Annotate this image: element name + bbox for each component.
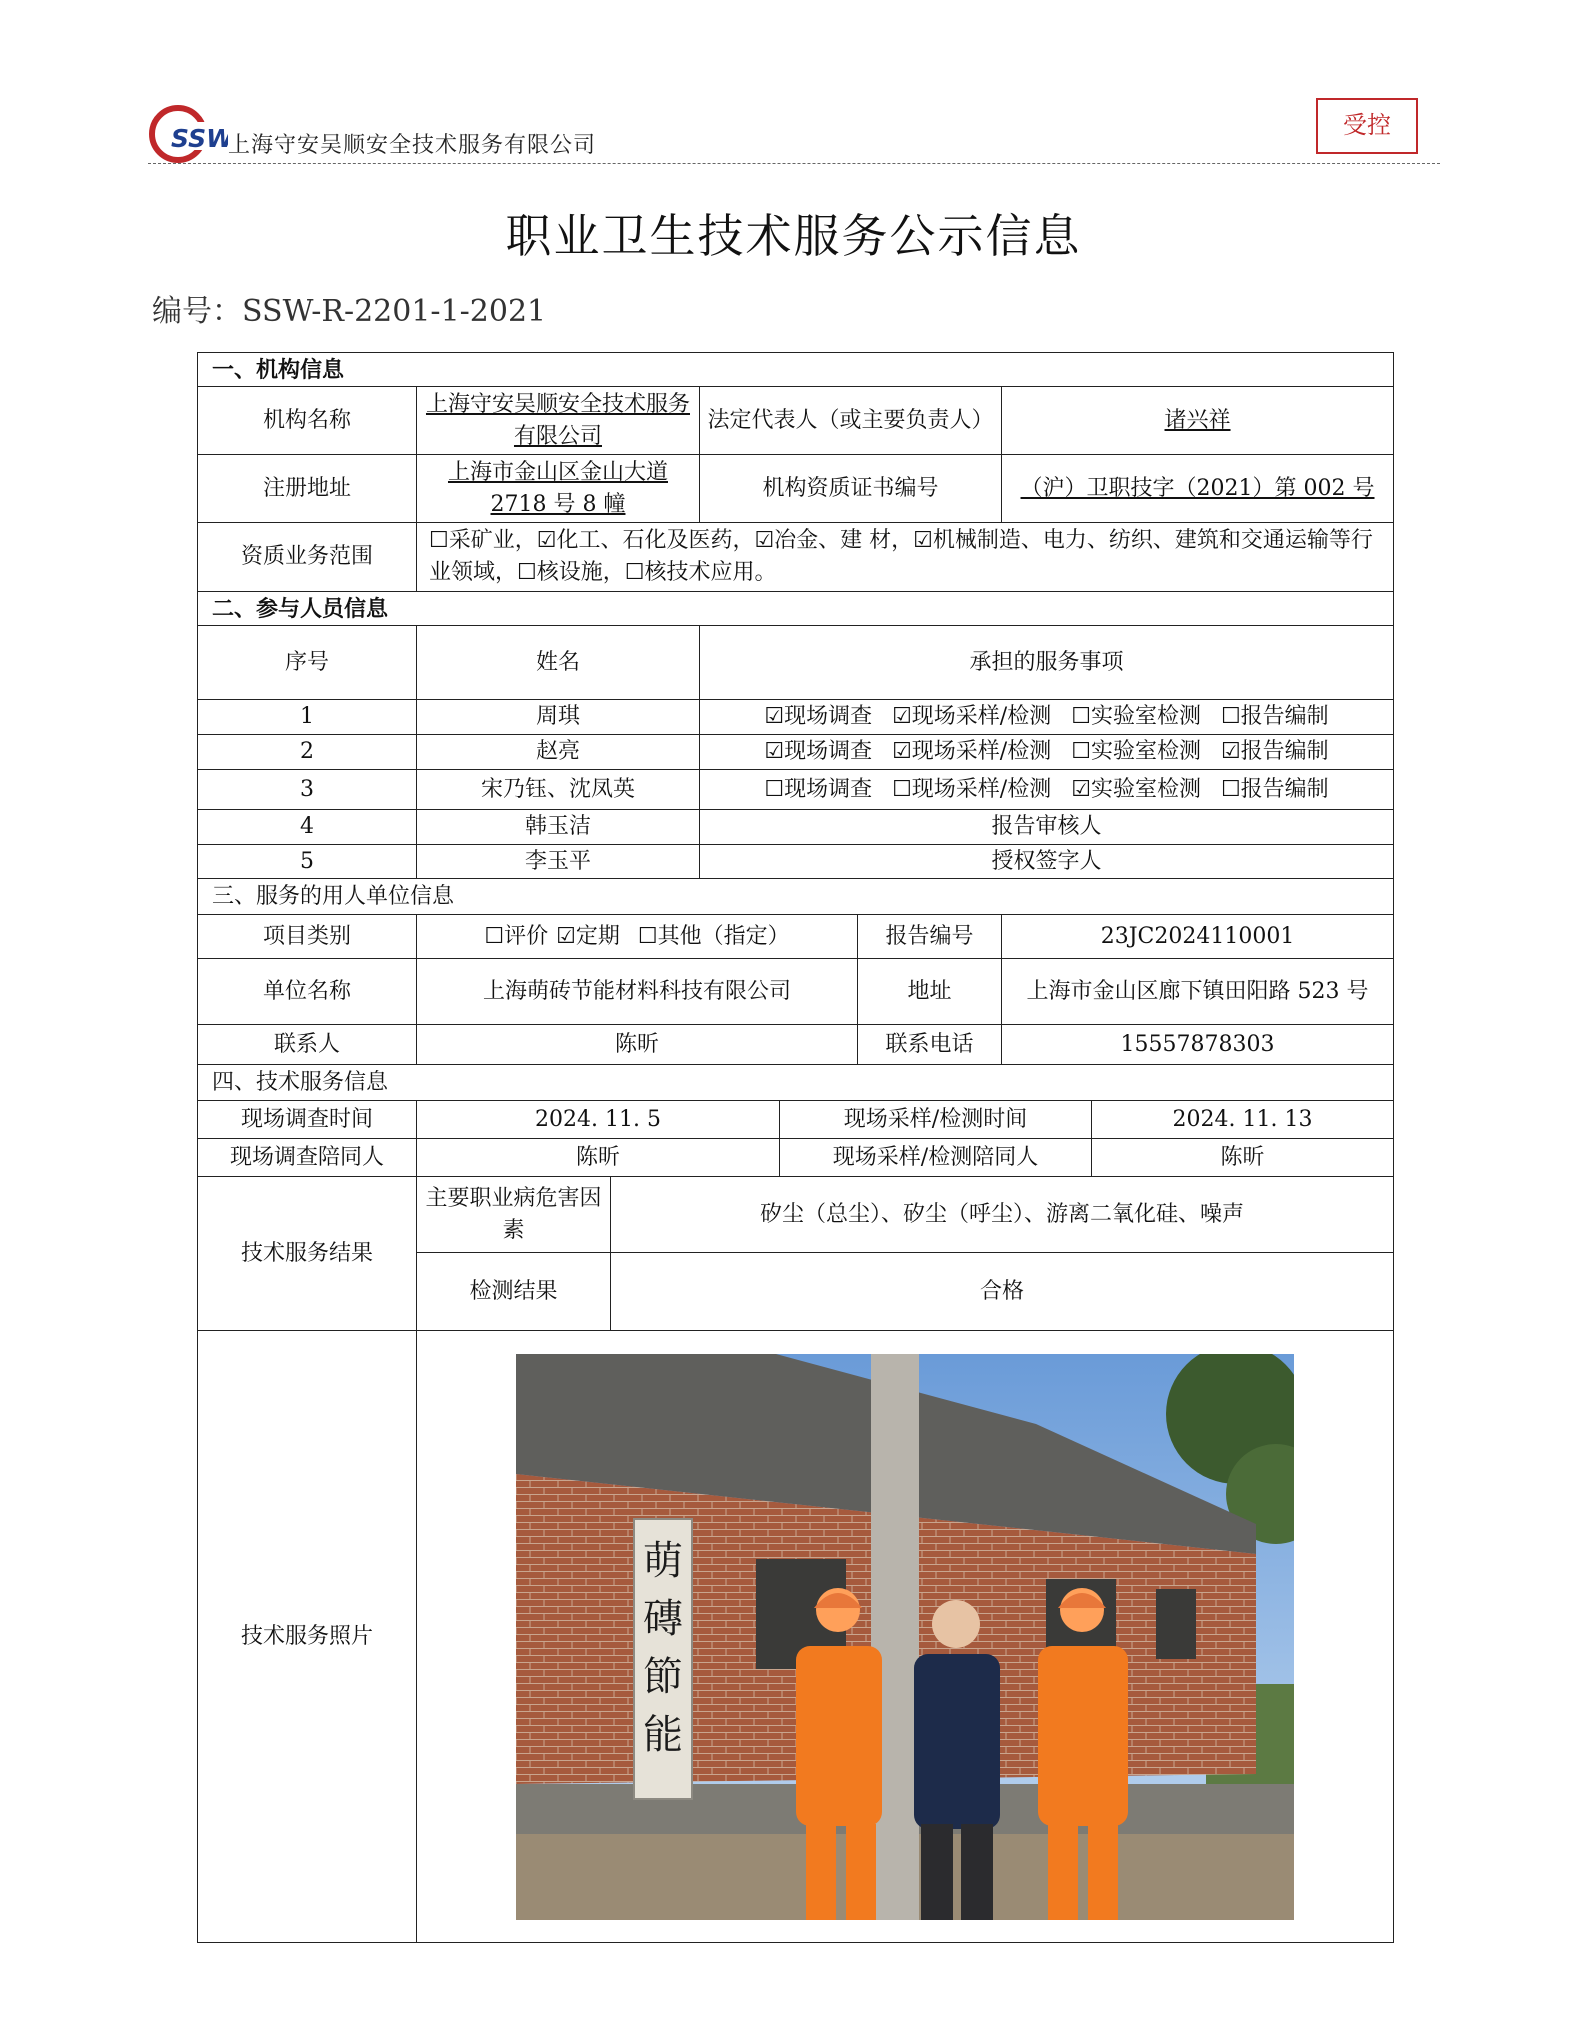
project-type-options (417, 915, 858, 959)
org-name-value: 上海守安吴顺安全技术服务有限公司 (417, 387, 700, 455)
controlled-stamp: 受控 (1316, 98, 1418, 154)
report-no-value: 23JC2024110001 (1002, 915, 1394, 959)
col-header-tasks: 承担的服务事项 (700, 626, 1394, 700)
task-sampling: ☑现场采样/检测 (892, 704, 1052, 729)
legal-rep-value: 诸兴祥 (1002, 387, 1394, 455)
sample-time-label: 现场采样/检测时间 (780, 1101, 1092, 1139)
type-option-other: ☐其他（指定） (637, 923, 790, 949)
hazard-value: 矽尘（总尘）、矽尘（呼尘）、游离二氧化硅、噪声 (611, 1177, 1394, 1253)
section-client-heading: 三、服务的用人单位信息 (198, 879, 1394, 915)
staff-no: 1 (198, 700, 417, 735)
unit-name-value: 上海萌砖节能材料科技有限公司 (417, 959, 858, 1025)
section-service-heading: 四、技术服务信息 (198, 1065, 1394, 1101)
task-report: ☐报告编制 (1220, 776, 1329, 802)
phone-label: 联系电话 (858, 1025, 1002, 1065)
company-name: 上海守安吴顺安全技术服务有限公司 (228, 133, 597, 158)
staff-name: 周琪 (417, 700, 700, 735)
staff-row (198, 845, 1394, 879)
header-divider (148, 163, 1440, 164)
staff-name: 宋乃钰、沈凤英 (417, 770, 700, 810)
task-lab: ☑实验室检测 (1071, 776, 1201, 802)
test-result-label: 检测结果 (417, 1253, 611, 1331)
sample-accompany-label: 现场采样/检测陪同人 (780, 1139, 1092, 1177)
service-photo (516, 1354, 1294, 1920)
task-survey: ☐现场调查 (764, 776, 873, 802)
task-survey: ☑现场调查 (764, 704, 873, 729)
survey-time-value: 2024. 11. 5 (417, 1101, 780, 1139)
hazard-label: 主要职业病危害因素 (417, 1177, 611, 1253)
contact-label: 联系人 (198, 1025, 417, 1065)
section-staff-heading: 二、参与人员信息 (198, 592, 1394, 626)
type-option-eval: ☐评价 (484, 923, 549, 949)
staff-role: 授权签字人 (700, 845, 1394, 879)
reg-addr-label: 注册地址 (198, 455, 417, 523)
staff-no: 5 (198, 845, 417, 879)
section-org-heading: 一、机构信息 (198, 353, 1394, 387)
address-label: 地址 (858, 959, 1002, 1025)
staff-row (198, 770, 1394, 810)
sign-char: 萌 (643, 1537, 684, 1584)
cert-value: （沪）卫职技字（2021）第 002 号 (1002, 455, 1394, 523)
col-header-no: 序号 (198, 626, 417, 700)
staff-tasks (700, 735, 1394, 770)
project-type-label: 项目类别 (198, 915, 417, 959)
task-report: ☐报告编制 (1220, 704, 1329, 729)
task-sampling: ☐现场采样/检测 (892, 776, 1052, 802)
task-survey: ☑现场调查 (764, 739, 873, 764)
staff-row (198, 735, 1394, 770)
page-header (148, 100, 1440, 166)
staff-name: 李玉平 (417, 845, 700, 879)
cert-label: 机构资质证书编号 (700, 455, 1002, 523)
address-value: 上海市金山区廊下镇田阳路 523 号 (1002, 959, 1394, 1025)
unit-name-label: 单位名称 (198, 959, 417, 1025)
staff-name: 韩玉洁 (417, 810, 700, 845)
survey-time-label: 现场调查时间 (198, 1101, 417, 1139)
task-lab: ☐实验室检测 (1071, 704, 1201, 729)
survey-accompany-value: 陈昕 (417, 1139, 780, 1177)
col-header-name: 姓名 (417, 626, 700, 700)
company-logo (148, 100, 228, 166)
phone-value: 15557878303 (1002, 1025, 1394, 1065)
sign-char: 節 (643, 1653, 684, 1700)
logo-text: SSW (171, 124, 228, 153)
photo-label: 技术服务照片 (198, 1331, 417, 1943)
staff-name: 赵亮 (417, 735, 700, 770)
sign-char: 磚 (643, 1595, 684, 1642)
staff-role: 报告审核人 (700, 810, 1394, 845)
info-table (197, 352, 1394, 1943)
page-title: 职业卫生技术服务公示信息 (505, 209, 1082, 263)
sign-char: 能 (643, 1711, 684, 1758)
photo-cell (417, 1331, 1394, 1943)
legal-rep-label: 法定代表人（或主要负责人） (700, 387, 1002, 455)
scope-value: ☐采矿业，☑化工、石化及医药，☑冶金、建 材，☑机械制造、电力、纺织、建筑和交通运输等行业领域，☐核设施，☐核技术应用。 (417, 523, 1394, 592)
task-lab: ☐实验室检测 (1071, 739, 1201, 764)
survey-accompany-label: 现场调查陪同人 (198, 1139, 417, 1177)
task-report: ☑报告编制 (1220, 739, 1329, 764)
staff-tasks (700, 700, 1394, 735)
document-number: 编号：SSW-R-2201-1-2021 (152, 294, 547, 329)
type-option-periodic: ☑定期 (556, 923, 620, 949)
staff-tasks (700, 770, 1394, 810)
test-result-value: 合格 (611, 1253, 1394, 1331)
report-no-label: 报告编号 (858, 915, 1002, 959)
sample-time-value: 2024. 11. 13 (1092, 1101, 1394, 1139)
staff-no: 2 (198, 735, 417, 770)
scope-label: 资质业务范围 (198, 523, 417, 592)
result-label: 技术服务结果 (198, 1177, 417, 1331)
org-name-label: 机构名称 (198, 387, 417, 455)
sample-accompany-value: 陈昕 (1092, 1139, 1394, 1177)
staff-row (198, 810, 1394, 845)
staff-row (198, 700, 1394, 735)
task-sampling: ☑现场采样/检测 (892, 739, 1052, 764)
contact-value: 陈昕 (417, 1025, 858, 1065)
staff-no: 3 (198, 770, 417, 810)
reg-addr-value: 上海市金山区金山大道 2718 号 8 幢 (417, 455, 700, 523)
staff-no: 4 (198, 810, 417, 845)
